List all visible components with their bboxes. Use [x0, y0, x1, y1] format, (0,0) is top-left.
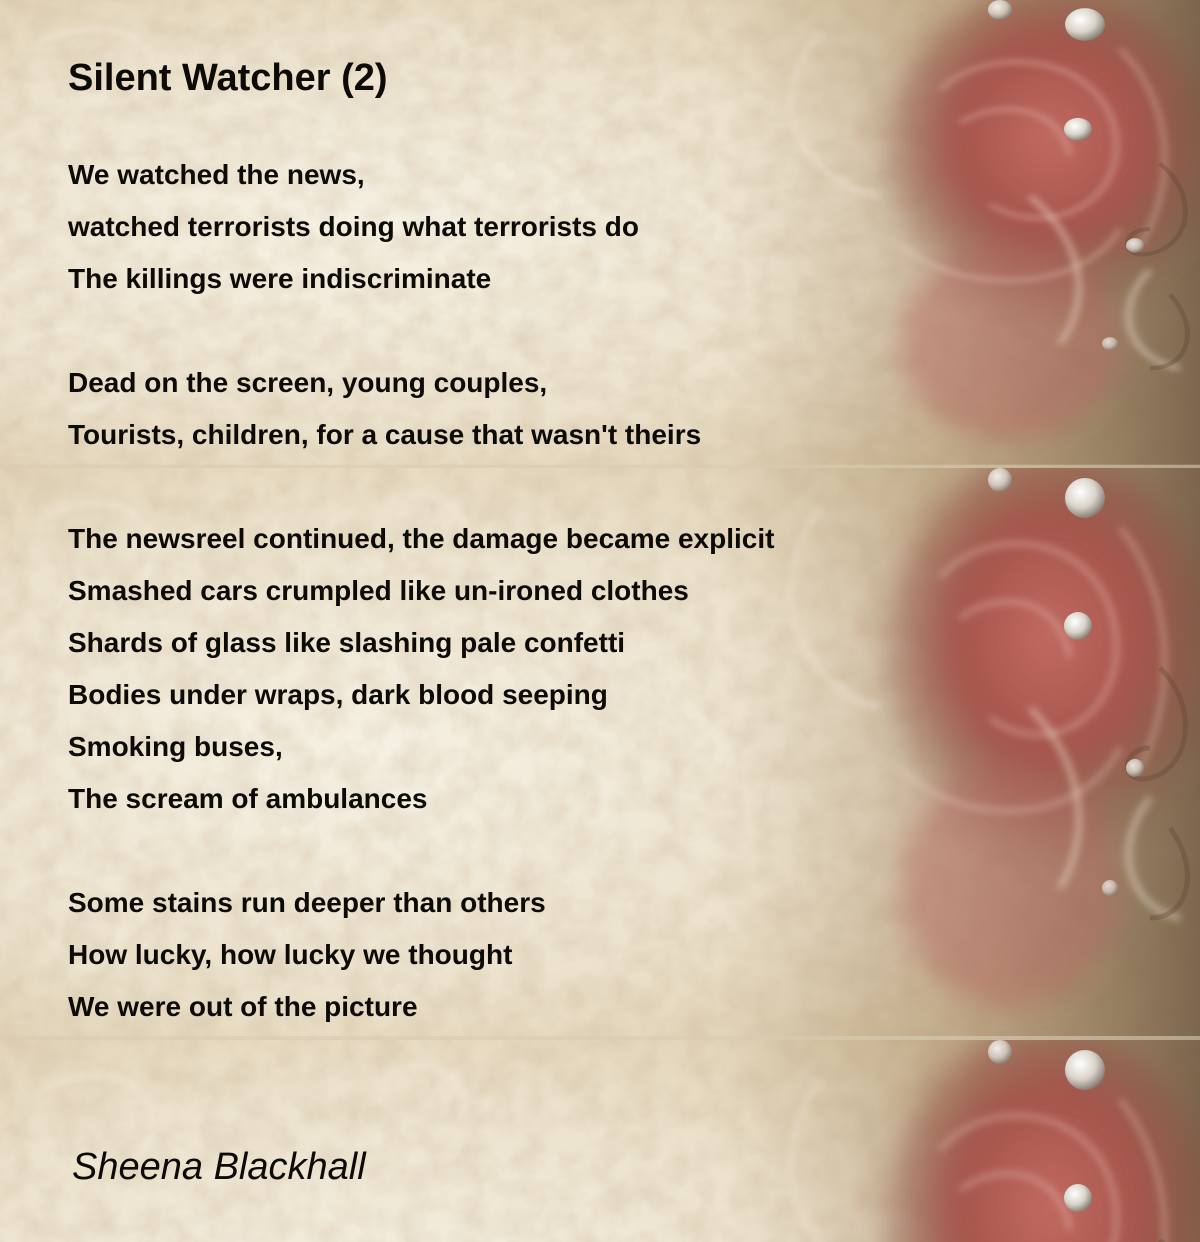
poem-line: The killings were indiscriminate — [68, 263, 492, 294]
poem-line: watched terrorists doing what terrorists do — [68, 211, 639, 242]
poem-body — [68, 154, 774, 1038]
poem-line: Bodies under wraps, dark blood seeping — [68, 679, 608, 710]
poem-line: Smashed cars crumpled like un-ironed clothes — [68, 575, 689, 606]
poem-line: The newsreel continued, the damage became explicit — [68, 523, 775, 554]
background-band-bottom — [0, 1040, 1200, 1242]
poem-line: Shards of glass like slashing pale confetti — [68, 627, 626, 658]
poem-title: Silent Watcher (2) — [68, 57, 388, 99]
poem-line: The scream of ambulances — [68, 783, 428, 814]
poem-line: Dead on the screen, young couples, — [68, 367, 548, 398]
poem-line: Some stains run deeper than others — [68, 887, 546, 918]
parchment-rose-texture — [0, 1040, 1200, 1242]
poem-line: Tourists, children, for a cause that wasn't theirs — [68, 419, 702, 450]
poem-line: We watched the news, — [68, 159, 365, 190]
stanza-break — [68, 466, 774, 518]
poem-line: Smoking buses, — [68, 731, 283, 762]
poem-author: Sheena Blackhall — [72, 1146, 366, 1188]
poem-line: We were out of the picture — [68, 991, 418, 1022]
stanza-break — [68, 310, 774, 362]
poem-line: How lucky, how lucky we thought — [68, 939, 513, 970]
stanza-break — [68, 830, 774, 882]
